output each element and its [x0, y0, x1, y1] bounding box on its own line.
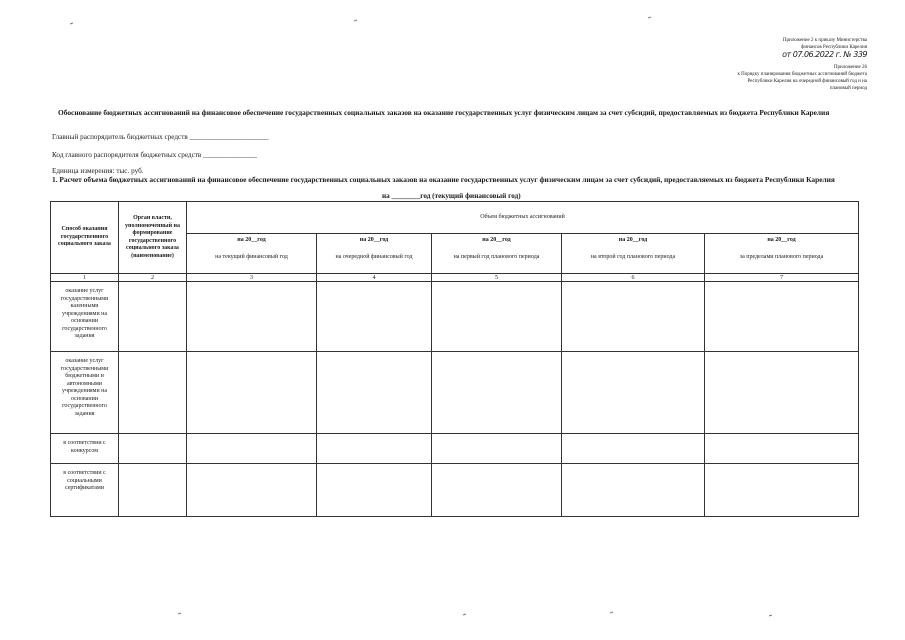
- column-number: 5: [432, 274, 562, 282]
- table-cell: [317, 352, 432, 434]
- period-label: на второй год планового периода: [590, 253, 676, 260]
- column-number: 2: [119, 274, 187, 282]
- period-year: на 20__год: [618, 237, 648, 243]
- period-label: за пределами планового периода: [739, 253, 824, 260]
- period-beyond: [705, 234, 859, 274]
- appendix-line: Республики Карелия на очередной финансовый год и на: [747, 79, 867, 84]
- row-label-state-institutions: оказание услуг государственными казенными учреждениями на основании государственного задания: [51, 282, 119, 352]
- table-cell: [705, 464, 859, 517]
- table-cell: [705, 434, 859, 464]
- manager-code-field: Код главного распорядителя бюджетных средств _______________: [52, 151, 258, 159]
- column-number: 1: [51, 274, 119, 282]
- table-cell: [432, 352, 562, 434]
- main-manager-field: Главный распорядитель бюджетных средств ______________________: [52, 133, 269, 141]
- appendix-line: Приложение 26: [833, 65, 867, 70]
- header-budget: Объем бюджетных ассигнований: [187, 202, 859, 234]
- scan-speck: [648, 17, 651, 19]
- scan-speck: [70, 23, 73, 25]
- document-title: Обоснование бюджетных ассигнований на финансовое обеспечение государственных социальных заказов на оказание государственных услуг физическим лицам за счет субсидий, предоставляемых из бюджета Республики Карелия: [58, 108, 830, 117]
- period-plan-2: [562, 234, 705, 274]
- budget-table: [50, 201, 859, 517]
- order-date-signature: от 07.06.2022 г. № 339: [782, 50, 867, 59]
- appendix-line: финансов Республики Карелия: [801, 45, 867, 50]
- section-title: 1. Расчет объема бюджетных ассигнований на финансовое обеспечение государственных социальных заказов на оказание государственных услуг физическим лицам за счет субсидий, предоставляемых из бюджета Республики Карелия: [52, 175, 835, 184]
- table-cell: [705, 352, 859, 434]
- period-next: [317, 234, 432, 274]
- unit-field: Единица измерения: тыс. руб.: [52, 167, 144, 175]
- table-cell: [562, 352, 705, 434]
- scan-speck: [463, 614, 466, 616]
- scan-speck: [610, 612, 613, 614]
- period-label: на очередной финансовый год: [335, 253, 413, 260]
- table-row: [51, 282, 859, 352]
- row-label-budget-institutions: оказание услуг государственными бюджетными и автономными учреждениями на основании государственного задания: [51, 352, 119, 434]
- year-line: на ________год (текущий финансовый год): [382, 192, 521, 200]
- table-cell: [119, 282, 187, 352]
- table-cell: [562, 434, 705, 464]
- table-cell: [562, 464, 705, 517]
- header-authority: Орган власти, уполномоченный на формирование государственного социального заказа (наименование): [119, 202, 187, 274]
- period-year: на 20__год: [482, 237, 511, 243]
- table-cell: [187, 282, 317, 352]
- table-cell: [705, 282, 859, 352]
- table-row: [51, 352, 859, 434]
- table-cell: [119, 434, 187, 464]
- table-cell: [317, 464, 432, 517]
- period-year: на 20__год: [237, 237, 266, 243]
- header-method: Способ оказания государственного социального заказа: [51, 202, 119, 274]
- appendix-block: [647, 37, 867, 92]
- table-cell: [432, 434, 562, 464]
- scan-speck: [769, 615, 772, 617]
- table-cell: [317, 434, 432, 464]
- table-cell: [119, 464, 187, 517]
- appendix-line: Приложение 2 к приказу Министерства: [782, 38, 867, 43]
- row-label-competition: в соответствии с конкурсом: [51, 434, 119, 464]
- column-number: 3: [187, 274, 317, 282]
- table-row: [51, 434, 859, 464]
- table-cell: [187, 434, 317, 464]
- table-cell: [432, 464, 562, 517]
- column-number: 7: [705, 274, 859, 282]
- scan-speck: [354, 20, 357, 22]
- table-row: [51, 464, 859, 517]
- table-cell: [119, 352, 187, 434]
- table-cell: [317, 282, 432, 352]
- period-year: на 20__год: [359, 237, 389, 243]
- table-cell: [562, 282, 705, 352]
- table-cell: [187, 352, 317, 434]
- column-number-row: [51, 274, 859, 282]
- table-cell: [187, 464, 317, 517]
- table-cell: [432, 282, 562, 352]
- period-current: [187, 234, 317, 274]
- period-label: на текущий финансовый год: [215, 253, 288, 260]
- column-number: 4: [317, 274, 432, 282]
- period-year: на 20__год: [767, 237, 796, 243]
- row-label-certificates: в соответствии с социальными сертификатами: [51, 464, 119, 517]
- period-plan-1: [432, 234, 562, 274]
- appendix-line: плановый период: [829, 86, 867, 91]
- header-row: [51, 202, 859, 234]
- column-number: 6: [562, 274, 705, 282]
- appendix-line: к Порядку планирования бюджетных ассигнований бюджета: [737, 72, 867, 77]
- scan-speck: [178, 613, 181, 615]
- period-label: на первый год планового периода: [453, 253, 540, 260]
